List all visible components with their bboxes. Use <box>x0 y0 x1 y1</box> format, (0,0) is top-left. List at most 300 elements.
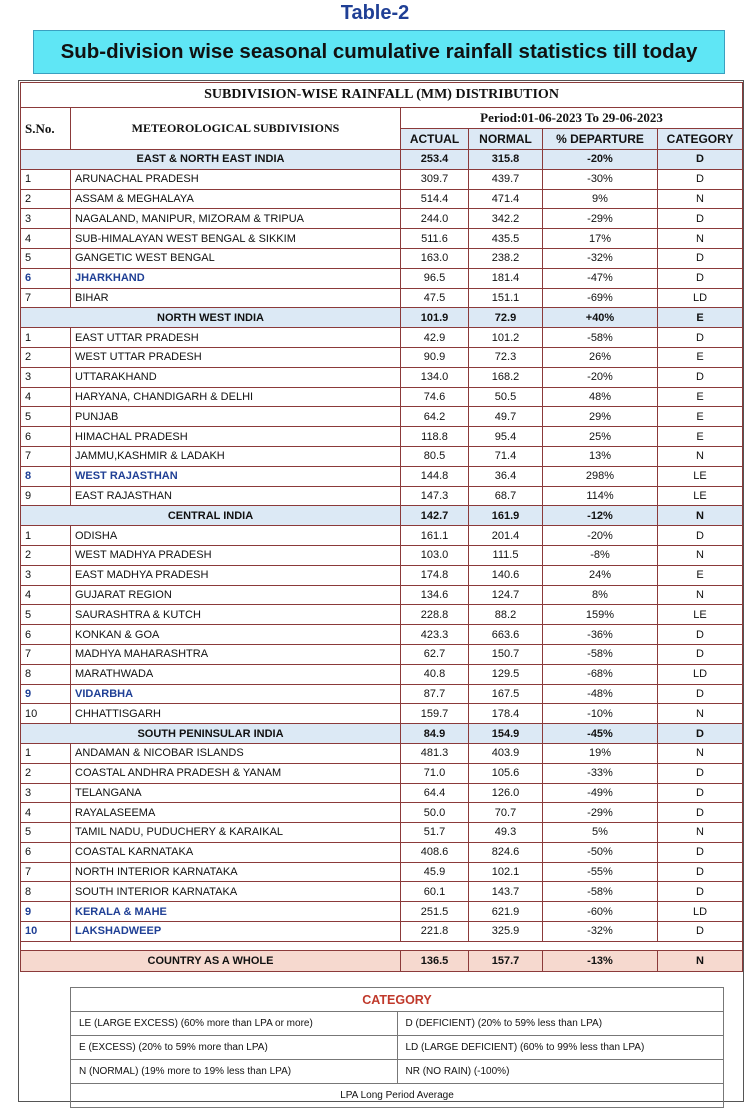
row-category: LD <box>658 902 743 922</box>
row-sno: 3 <box>21 565 71 585</box>
sno-header: S.No. <box>21 108 71 150</box>
row-subdivision: TAMIL NADU, PUDUCHERY & KARAIKAL <box>71 823 401 843</box>
table-row <box>21 427 743 447</box>
table-row <box>21 268 743 288</box>
table-row <box>21 526 743 546</box>
row-departure: -30% <box>543 169 658 189</box>
row-actual: 103.0 <box>401 545 469 565</box>
row-departure: -32% <box>543 248 658 268</box>
row-normal: 105.6 <box>469 763 543 783</box>
row-subdivision: SUB-HIMALAYAN WEST BENGAL & SIKKIM <box>71 229 401 249</box>
region-row <box>21 150 743 170</box>
row-subdivision: RAYALASEEMA <box>71 803 401 823</box>
row-category: E <box>658 565 743 585</box>
table-title: SUBDIVISION-WISE RAINFALL (MM) DISTRIBUTION <box>21 83 743 108</box>
row-actual: 71.0 <box>401 763 469 783</box>
row-sno: 7 <box>21 288 71 308</box>
row-category: D <box>658 625 743 645</box>
row-departure: 114% <box>543 486 658 506</box>
table-row <box>21 605 743 625</box>
row-departure: -60% <box>543 902 658 922</box>
row-actual: 60.1 <box>401 882 469 902</box>
row-actual: 144.8 <box>401 466 469 486</box>
row-normal: 68.7 <box>469 486 543 506</box>
row-departure: -8% <box>543 545 658 565</box>
region-actual: 253.4 <box>401 150 469 170</box>
row-departure: -55% <box>543 862 658 882</box>
region-normal: 72.9 <box>469 308 543 328</box>
region-name: CENTRAL INDIA <box>21 506 401 526</box>
row-sno: 10 <box>21 704 71 724</box>
row-actual: 47.5 <box>401 288 469 308</box>
table-row <box>21 347 743 367</box>
row-departure: -58% <box>543 882 658 902</box>
actual-column-header: ACTUAL <box>401 129 469 150</box>
row-actual: 481.3 <box>401 743 469 763</box>
row-subdivision: NAGALAND, MANIPUR, MIZORAM & TRIPUA <box>71 209 401 229</box>
row-sno: 6 <box>21 625 71 645</box>
subdivision-header: METEOROLOGICAL SUBDIVISIONS <box>71 108 401 150</box>
row-subdivision: HARYANA, CHANDIGARH & DELHI <box>71 387 401 407</box>
row-actual: 80.5 <box>401 446 469 466</box>
row-subdivision: EAST MADHYA PRADESH <box>71 565 401 585</box>
row-departure: 8% <box>543 585 658 605</box>
row-normal: 201.4 <box>469 526 543 546</box>
row-normal: 439.7 <box>469 169 543 189</box>
table-row <box>21 684 743 704</box>
row-category: D <box>658 644 743 664</box>
row-normal: 435.5 <box>469 229 543 249</box>
row-departure: 26% <box>543 347 658 367</box>
rainfall-table <box>20 82 743 972</box>
row-category: D <box>658 268 743 288</box>
region-departure: -12% <box>543 506 658 526</box>
row-normal: 126.0 <box>469 783 543 803</box>
row-category: LE <box>658 605 743 625</box>
row-normal: 101.2 <box>469 328 543 348</box>
row-normal: 824.6 <box>469 842 543 862</box>
row-category: D <box>658 526 743 546</box>
row-departure: -48% <box>543 684 658 704</box>
period-row <box>21 108 743 129</box>
row-sno: 9 <box>21 902 71 922</box>
row-normal: 129.5 <box>469 664 543 684</box>
row-actual: 161.1 <box>401 526 469 546</box>
row-actual: 251.5 <box>401 902 469 922</box>
legend-title: CATEGORY <box>71 988 724 1012</box>
region-category: N <box>658 506 743 526</box>
row-subdivision: ASSAM & MEGHALAYA <box>71 189 401 209</box>
row-sno: 1 <box>21 526 71 546</box>
row-departure: 298% <box>543 466 658 486</box>
row-normal: 403.9 <box>469 743 543 763</box>
row-normal: 143.7 <box>469 882 543 902</box>
row-sno: 9 <box>21 486 71 506</box>
row-subdivision: PUNJAB <box>71 407 401 427</box>
row-sno: 6 <box>21 842 71 862</box>
row-subdivision: UTTARAKHAND <box>71 367 401 387</box>
row-sno: 2 <box>21 189 71 209</box>
spacer-row <box>21 941 743 950</box>
row-departure: -58% <box>543 644 658 664</box>
row-category: D <box>658 169 743 189</box>
row-subdivision: ODISHA <box>71 526 401 546</box>
table-row <box>21 169 743 189</box>
row-sno: 4 <box>21 803 71 823</box>
table-row <box>21 902 743 922</box>
row-subdivision: KERALA & MAHE <box>71 902 401 922</box>
row-departure: 29% <box>543 407 658 427</box>
row-departure: -29% <box>543 209 658 229</box>
table-row <box>21 486 743 506</box>
row-subdivision: NORTH INTERIOR KARNATAKA <box>71 862 401 882</box>
row-departure: -58% <box>543 328 658 348</box>
row-category: D <box>658 209 743 229</box>
departure-column-header: % DEPARTURE <box>543 129 658 150</box>
spacer-cell <box>21 941 743 950</box>
table-row <box>21 248 743 268</box>
row-category: D <box>658 803 743 823</box>
table-row <box>21 743 743 763</box>
row-subdivision: JAMMU,KASHMIR & LADAKH <box>71 446 401 466</box>
row-category: N <box>658 585 743 605</box>
row-actual: 174.8 <box>401 565 469 585</box>
row-normal: 238.2 <box>469 248 543 268</box>
row-normal: 663.6 <box>469 625 543 645</box>
row-actual: 159.7 <box>401 704 469 724</box>
region-actual: 101.9 <box>401 308 469 328</box>
table-row <box>21 545 743 565</box>
row-normal: 49.7 <box>469 407 543 427</box>
table-row <box>21 446 743 466</box>
row-subdivision: JHARKHAND <box>71 268 401 288</box>
region-departure: -45% <box>543 724 658 744</box>
row-departure: -68% <box>543 664 658 684</box>
row-normal: 150.7 <box>469 644 543 664</box>
row-normal: 342.2 <box>469 209 543 229</box>
table-row <box>21 328 743 348</box>
country-row <box>21 950 743 971</box>
row-category: D <box>658 328 743 348</box>
table-row <box>21 823 743 843</box>
country-actual: 136.5 <box>401 950 469 971</box>
row-sno: 2 <box>21 763 71 783</box>
row-actual: 514.4 <box>401 189 469 209</box>
row-actual: 134.0 <box>401 367 469 387</box>
row-sno: 8 <box>21 882 71 902</box>
row-subdivision: ARUNACHAL PRADESH <box>71 169 401 189</box>
row-subdivision: KONKAN & GOA <box>71 625 401 645</box>
row-sno: 1 <box>21 743 71 763</box>
table-row <box>21 704 743 724</box>
category-legend <box>70 987 724 1108</box>
row-sno: 5 <box>21 407 71 427</box>
row-departure: 24% <box>543 565 658 585</box>
row-category: N <box>658 229 743 249</box>
row-actual: 40.8 <box>401 664 469 684</box>
region-departure: +40% <box>543 308 658 328</box>
row-actual: 64.2 <box>401 407 469 427</box>
country-normal: 157.7 <box>469 950 543 971</box>
row-departure: 5% <box>543 823 658 843</box>
table-row <box>21 922 743 942</box>
row-actual: 62.7 <box>401 644 469 664</box>
row-departure: 48% <box>543 387 658 407</box>
row-subdivision: COASTAL ANDHRA PRADESH & YANAM <box>71 763 401 783</box>
row-departure: 25% <box>543 427 658 447</box>
row-category: E <box>658 387 743 407</box>
region-normal: 161.9 <box>469 506 543 526</box>
row-sno: 4 <box>21 387 71 407</box>
legend-ld: LD (LARGE DEFICIENT) (60% to 99% less than LPA) <box>397 1036 724 1060</box>
row-actual: 408.6 <box>401 842 469 862</box>
row-departure: 17% <box>543 229 658 249</box>
row-sno: 8 <box>21 466 71 486</box>
row-normal: 181.4 <box>469 268 543 288</box>
row-category: D <box>658 684 743 704</box>
row-category: D <box>658 862 743 882</box>
row-sno: 3 <box>21 209 71 229</box>
row-subdivision: BIHAR <box>71 288 401 308</box>
row-category: D <box>658 367 743 387</box>
row-category: N <box>658 823 743 843</box>
row-actual: 134.6 <box>401 585 469 605</box>
row-normal: 325.9 <box>469 922 543 942</box>
legend-le: LE (LARGE EXCESS) (60% more than LPA or more) <box>71 1012 398 1036</box>
period-label: Period:01-06-2023 To 29-06-2023 <box>401 108 743 129</box>
row-sno: 3 <box>21 367 71 387</box>
table-row <box>21 189 743 209</box>
row-normal: 102.1 <box>469 862 543 882</box>
region-category: E <box>658 308 743 328</box>
row-actual: 309.7 <box>401 169 469 189</box>
row-category: N <box>658 189 743 209</box>
row-sno: 4 <box>21 585 71 605</box>
row-normal: 111.5 <box>469 545 543 565</box>
table-row <box>21 466 743 486</box>
row-departure: -20% <box>543 526 658 546</box>
row-subdivision: TELANGANA <box>71 783 401 803</box>
legend-nr: NR (NO RAIN) (-100%) <box>397 1060 724 1084</box>
row-actual: 118.8 <box>401 427 469 447</box>
row-normal: 168.2 <box>469 367 543 387</box>
row-category: LD <box>658 664 743 684</box>
row-subdivision: LAKSHADWEEP <box>71 922 401 942</box>
row-departure: -29% <box>543 803 658 823</box>
table-row <box>21 625 743 645</box>
row-normal: 71.4 <box>469 446 543 466</box>
table-title-row <box>21 83 743 108</box>
row-subdivision: COASTAL KARNATAKA <box>71 842 401 862</box>
region-row <box>21 308 743 328</box>
region-departure: -20% <box>543 150 658 170</box>
row-category: N <box>658 446 743 466</box>
country-name: COUNTRY AS A WHOLE <box>21 950 401 971</box>
row-subdivision: CHHATTISGARH <box>71 704 401 724</box>
table-row <box>21 209 743 229</box>
row-normal: 70.7 <box>469 803 543 823</box>
region-row <box>21 506 743 526</box>
region-actual: 142.7 <box>401 506 469 526</box>
row-category: N <box>658 743 743 763</box>
row-normal: 151.1 <box>469 288 543 308</box>
region-category: D <box>658 150 743 170</box>
row-subdivision: EAST RAJASTHAN <box>71 486 401 506</box>
row-category: LD <box>658 288 743 308</box>
row-sno: 4 <box>21 229 71 249</box>
country-departure: -13% <box>543 950 658 971</box>
row-category: LE <box>658 486 743 506</box>
row-departure: -36% <box>543 625 658 645</box>
table-row <box>21 644 743 664</box>
row-actual: 163.0 <box>401 248 469 268</box>
row-actual: 423.3 <box>401 625 469 645</box>
row-normal: 72.3 <box>469 347 543 367</box>
region-normal: 154.9 <box>469 724 543 744</box>
row-sno: 6 <box>21 427 71 447</box>
row-sno: 7 <box>21 644 71 664</box>
row-actual: 74.6 <box>401 387 469 407</box>
row-sno: 2 <box>21 545 71 565</box>
row-sno: 8 <box>21 664 71 684</box>
region-actual: 84.9 <box>401 724 469 744</box>
table-row <box>21 664 743 684</box>
row-category: D <box>658 842 743 862</box>
region-row <box>21 724 743 744</box>
row-sno: 7 <box>21 446 71 466</box>
row-sno: 7 <box>21 862 71 882</box>
row-normal: 124.7 <box>469 585 543 605</box>
row-subdivision: GUJARAT REGION <box>71 585 401 605</box>
row-category: E <box>658 347 743 367</box>
row-departure: 19% <box>543 743 658 763</box>
row-departure: 9% <box>543 189 658 209</box>
row-sno: 5 <box>21 605 71 625</box>
row-subdivision: GANGETIC WEST BENGAL <box>71 248 401 268</box>
row-actual: 50.0 <box>401 803 469 823</box>
row-sno: 6 <box>21 268 71 288</box>
row-actual: 511.6 <box>401 229 469 249</box>
row-normal: 36.4 <box>469 466 543 486</box>
row-subdivision: EAST UTTAR PRADESH <box>71 328 401 348</box>
row-category: E <box>658 427 743 447</box>
region-normal: 315.8 <box>469 150 543 170</box>
table-row <box>21 367 743 387</box>
row-actual: 228.8 <box>401 605 469 625</box>
row-sno: 10 <box>21 922 71 942</box>
legend-n: N (NORMAL) (19% more to 19% less than LPA) <box>71 1060 398 1084</box>
row-actual: 147.3 <box>401 486 469 506</box>
row-actual: 45.9 <box>401 862 469 882</box>
row-subdivision: MARATHWADA <box>71 664 401 684</box>
table-row <box>21 842 743 862</box>
row-departure: -10% <box>543 704 658 724</box>
row-departure: -32% <box>543 922 658 942</box>
table-row <box>21 803 743 823</box>
row-category: D <box>658 783 743 803</box>
page-title-banner <box>33 30 725 74</box>
row-departure: -69% <box>543 288 658 308</box>
row-actual: 87.7 <box>401 684 469 704</box>
row-departure: -20% <box>543 367 658 387</box>
row-subdivision: HIMACHAL PRADESH <box>71 427 401 447</box>
table-row <box>21 862 743 882</box>
normal-column-header: NORMAL <box>469 129 543 150</box>
table-row <box>21 229 743 249</box>
row-subdivision: WEST UTTAR PRADESH <box>71 347 401 367</box>
table-row <box>21 783 743 803</box>
row-sno: 1 <box>21 169 71 189</box>
table-row <box>21 585 743 605</box>
region-name: NORTH WEST INDIA <box>21 308 401 328</box>
row-category: D <box>658 882 743 902</box>
row-departure: -47% <box>543 268 658 288</box>
row-category: N <box>658 704 743 724</box>
row-departure: 159% <box>543 605 658 625</box>
legend-lpa: LPA Long Period Average <box>71 1084 724 1108</box>
row-sno: 5 <box>21 823 71 843</box>
row-category: D <box>658 763 743 783</box>
row-category: E <box>658 407 743 427</box>
row-category: D <box>658 248 743 268</box>
country-category: N <box>658 950 743 971</box>
row-normal: 88.2 <box>469 605 543 625</box>
table-row <box>21 565 743 585</box>
row-subdivision: WEST RAJASTHAN <box>71 466 401 486</box>
row-category: N <box>658 545 743 565</box>
row-subdivision: ANDAMAN & NICOBAR ISLANDS <box>71 743 401 763</box>
row-actual: 96.5 <box>401 268 469 288</box>
row-sno: 5 <box>21 248 71 268</box>
legend-e: E (EXCESS) (20% to 59% more than LPA) <box>71 1036 398 1060</box>
region-category: D <box>658 724 743 744</box>
row-actual: 51.7 <box>401 823 469 843</box>
table-row <box>21 763 743 783</box>
page-title: Sub-division wise seasonal cumulative rainfall statistics till today <box>60 40 698 63</box>
table-label: Table-2 <box>340 2 410 24</box>
row-category: LE <box>658 466 743 486</box>
row-normal: 471.4 <box>469 189 543 209</box>
row-category: D <box>658 922 743 942</box>
row-actual: 42.9 <box>401 328 469 348</box>
row-subdivision: VIDARBHA <box>71 684 401 704</box>
table-row <box>21 882 743 902</box>
row-sno: 3 <box>21 783 71 803</box>
row-normal: 140.6 <box>469 565 543 585</box>
table-row <box>21 387 743 407</box>
row-normal: 621.9 <box>469 902 543 922</box>
table-row <box>21 407 743 427</box>
table-row <box>21 288 743 308</box>
legend-d: D (DEFICIENT) (20% to 59% less than LPA) <box>397 1012 724 1036</box>
row-subdivision: WEST MADHYA PRADESH <box>71 545 401 565</box>
row-subdivision: SOUTH INTERIOR KARNATAKA <box>71 882 401 902</box>
row-actual: 244.0 <box>401 209 469 229</box>
row-normal: 178.4 <box>469 704 543 724</box>
row-actual: 90.9 <box>401 347 469 367</box>
region-name: EAST & NORTH EAST INDIA <box>21 150 401 170</box>
row-departure: -50% <box>543 842 658 862</box>
category-column-header: CATEGORY <box>658 129 743 150</box>
row-departure: 13% <box>543 446 658 466</box>
row-normal: 167.5 <box>469 684 543 704</box>
row-sno: 2 <box>21 347 71 367</box>
row-departure: -49% <box>543 783 658 803</box>
row-sno: 9 <box>21 684 71 704</box>
row-normal: 49.3 <box>469 823 543 843</box>
row-normal: 95.4 <box>469 427 543 447</box>
row-subdivision: MADHYA MAHARASHTRA <box>71 644 401 664</box>
